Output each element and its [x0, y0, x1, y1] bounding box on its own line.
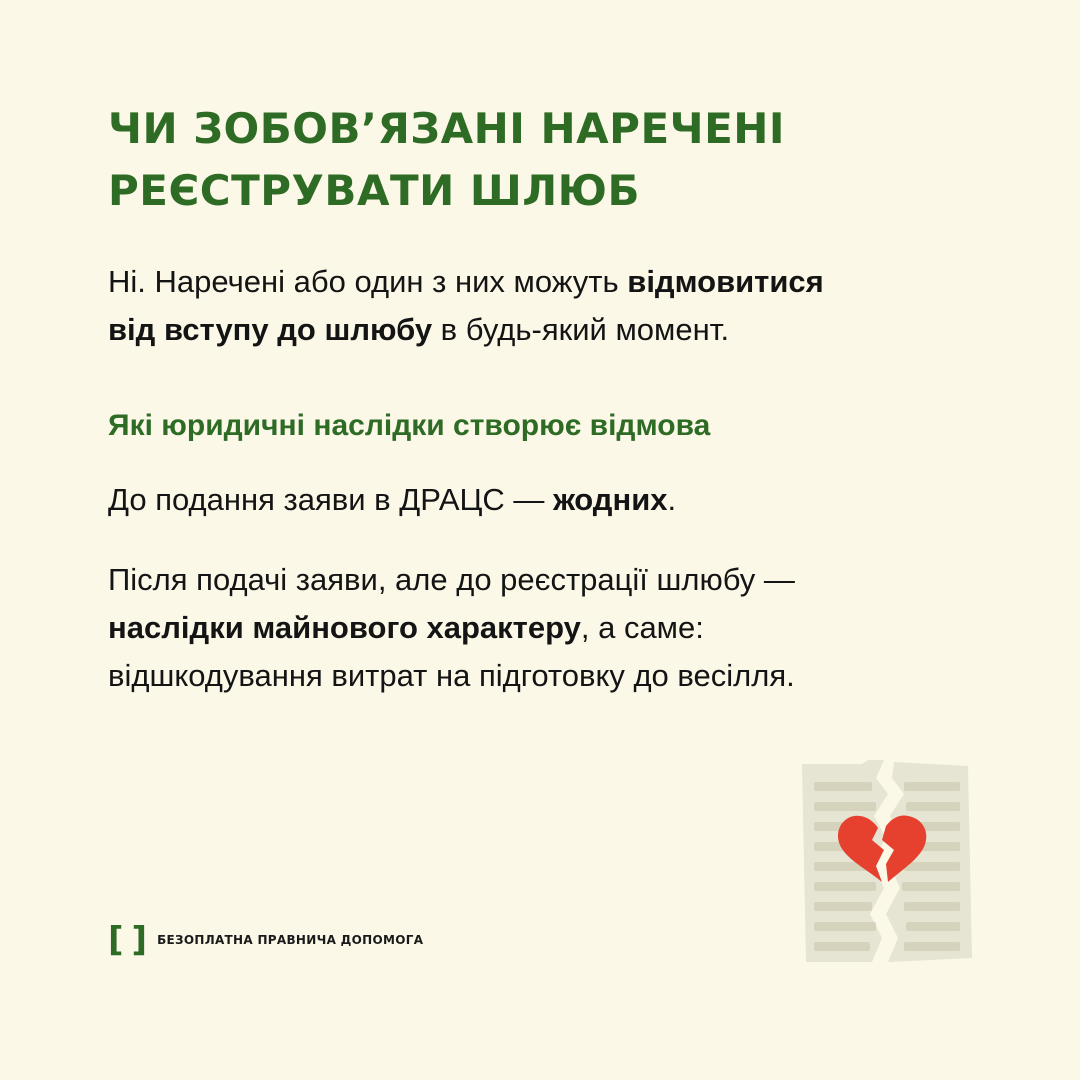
consequence-2-line-3: відшкодування витрат на підготовку до весілля.: [108, 658, 795, 693]
paper-lines-right: [902, 782, 960, 951]
consequence-before-application: [108, 476, 676, 524]
answer-text: Ні. Наречені або один з них можуть: [108, 264, 628, 299]
consequence-1-bold: жодних: [553, 482, 668, 517]
page-title-line-1: ЧИ ЗОБОВ’ЯЗАНІ НАРЕЧЕНІ: [108, 104, 786, 153]
logo-bracket-left: [: [108, 920, 124, 960]
organization-name: БЕЗОПЛАТНА ПРАВНИЧА ДОПОМОГА: [157, 933, 424, 947]
consequence-after-application: [108, 556, 795, 700]
consequence-2-line-2: [108, 604, 795, 652]
torn-document-broken-heart-icon: [796, 756, 976, 966]
answer-bold-marriage: від вступу до шлюбу: [108, 312, 433, 347]
consequences-subheading: Які юридичні наслідки створює відмова: [108, 409, 711, 442]
consequence-2-line-1: Після подачі заяви, але до реєстрації шлюбу —: [108, 562, 795, 597]
consequence-2-bold: наслідки майнового характеру: [108, 610, 581, 645]
footer-logo: [108, 922, 423, 958]
consequence-1-text: До подання заяви в ДРАЦС —: [108, 482, 554, 517]
answer-line-1: [108, 258, 824, 306]
answer-text-end: в будь-який момент.: [432, 312, 730, 347]
logo-bracket-right: ]: [131, 920, 148, 960]
answer-line-2: [108, 306, 824, 354]
answer-paragraph: [108, 258, 824, 354]
consequence-2-text: , а саме:: [580, 610, 704, 645]
page-title-line-2: РЕЄСТРУВАТИ ШЛЮБ: [108, 166, 640, 215]
answer-bold-refuse: відмовитися: [627, 264, 824, 299]
consequence-1-end: .: [667, 482, 677, 517]
page-title: [108, 98, 988, 222]
